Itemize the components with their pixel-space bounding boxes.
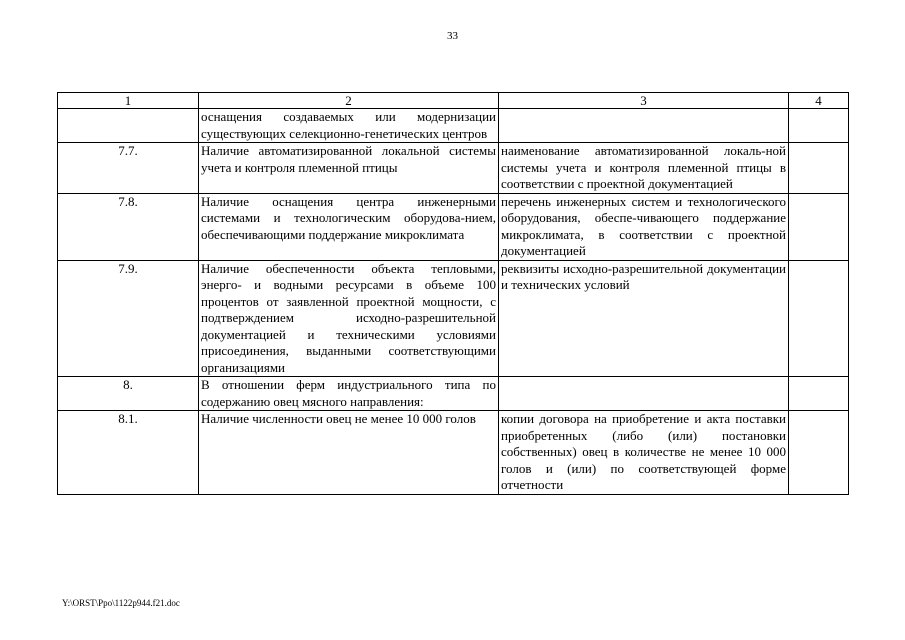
criterion-cell: Наличие численности овец не менее 10 000 голов — [199, 411, 499, 495]
table-row — [58, 193, 849, 260]
document-cell — [499, 109, 789, 143]
header-col-4: 4 — [789, 93, 849, 109]
header-col-1: 1 — [58, 93, 199, 109]
requirements-table — [57, 92, 849, 495]
header-col-3: 3 — [499, 93, 789, 109]
criterion-cell: Наличие обеспеченности объекта тепловыми, энерго- и водными ресурсами в объеме 100 процентов от заявленной проектной мощности, с подтверждением исходно-разрешительной документацией и техническими условиями присоединения, выданными соответствующими организациями — [199, 260, 499, 377]
col4-cell — [789, 143, 849, 194]
col4-cell — [789, 193, 849, 260]
document-cell: реквизиты исходно-разрешительной документации и технических условий — [499, 260, 789, 377]
criterion-cell: В отношении ферм индустриального типа по содержанию овец мясного направления: — [199, 377, 499, 411]
table-row — [58, 109, 849, 143]
col4-cell — [789, 411, 849, 495]
criterion-cell: Наличие оснащения центра инженерными системами и технологическим оборудова-нием, обеспечивающими поддержание микроклимата — [199, 193, 499, 260]
row-number-cell: 7.9. — [58, 260, 199, 377]
table-row — [58, 377, 849, 411]
document-cell: наименование автоматизированной локаль-ной системы учета и контроля племенной птицы в соответствии с проектной документацией — [499, 143, 789, 194]
row-number-cell: 7.8. — [58, 193, 199, 260]
row-number-cell: 8.1. — [58, 411, 199, 495]
document-cell: перечень инженерных систем и технологического оборудования, обеспе-чивающего поддержание микроклимата, в соответствии с проектной документацией — [499, 193, 789, 260]
criterion-cell: Наличие автоматизированной локальной системы учета и контроля племенной птицы — [199, 143, 499, 194]
header-col-2: 2 — [199, 93, 499, 109]
table-row — [58, 143, 849, 194]
row-number-cell — [58, 109, 199, 143]
row-number-cell: 8. — [58, 377, 199, 411]
row-number-cell: 7.7. — [58, 143, 199, 194]
file-path-footer: Y:\ORST\Ppo\1122p944.f21.doc — [62, 598, 180, 608]
table-header-row — [58, 93, 849, 109]
col4-cell — [789, 377, 849, 411]
page-number: 33 — [447, 30, 458, 42]
criterion-cell: оснащения создаваемых или модернизации существующих селекционно-генетических центров — [199, 109, 499, 143]
document-cell — [499, 377, 789, 411]
table-row — [58, 260, 849, 377]
col4-cell — [789, 109, 849, 143]
document-cell: копии договора на приобретение и акта поставки приобретенных (либо (или) постановки собственных) овец в количестве не менее 10 000 голов и (или) по соответствующей форме отчетности — [499, 411, 789, 495]
col4-cell — [789, 260, 849, 377]
table-row — [58, 411, 849, 495]
